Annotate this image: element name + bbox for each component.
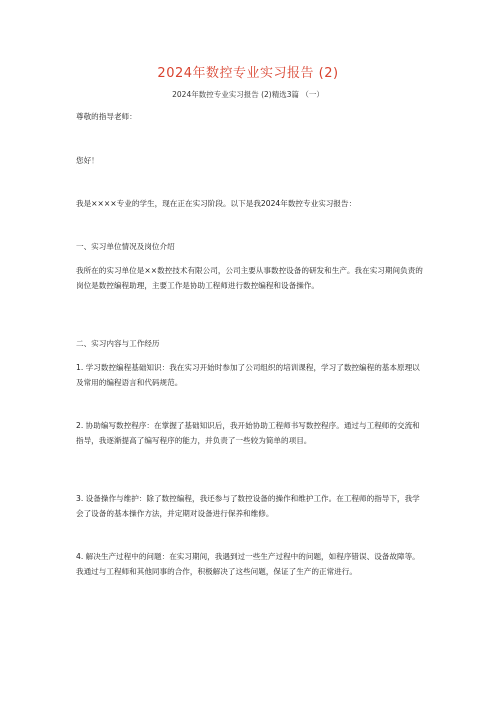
greeting: 您好！ — [76, 156, 99, 165]
document-title: 2024年数控专业实习报告 (2) — [157, 66, 339, 81]
section1-heading: 一、实习单位情况及岗位介绍 — [76, 242, 175, 251]
section2-heading: 二、实习内容与工作经历 — [76, 339, 160, 348]
document-subtitle: 2024年数控专业实习报告 (2)精选3篇 （一） — [172, 90, 324, 99]
list-item-4: 4. 解决生产过程中的问题：在实习期间，我遇到过一些生产过程中的问题，如程序错误、设备故障等。我通过与工程师和其他同事的合作，积极解决了这些问题，保证了生产的正常进行。 — [76, 552, 420, 576]
salutation: 尊敬的指导老师： — [76, 112, 137, 121]
list-item-1: 1. 学习数控编程基础知识：我在实习开始时参加了公司组织的培训课程，学习了数控编程的基本原理以及常用的编程语言和代码规范。 — [76, 363, 420, 387]
list-item-2: 2. 协助编写数控程序：在掌握了基础知识后，我开始协助工程师书写数控程序。通过与工程师的交流和指导，我逐渐提高了编写程序的能力，并负责了一些较为简单的项目。 — [76, 421, 420, 445]
list-item-3: 3. 设备操作与维护：除了数控编程，我还参与了数控设备的操作和维护工作。在工程师的指导下，我学会了设备的基本操作方法，并定期对设备进行保养和维修。 — [76, 494, 420, 518]
intro-paragraph: 我是××××专业的学生，现在正在实习阶段。以下是我2024年数控专业实习报告： — [76, 199, 357, 208]
section1-body: 我所在的实习单位是××数控技术有限公司，公司主要从事数控设备的研发和生产。我在实习期间负责的岗位是数控编程助理，主要工作是协助工程师进行数控编程和设备操作。 — [76, 266, 423, 290]
